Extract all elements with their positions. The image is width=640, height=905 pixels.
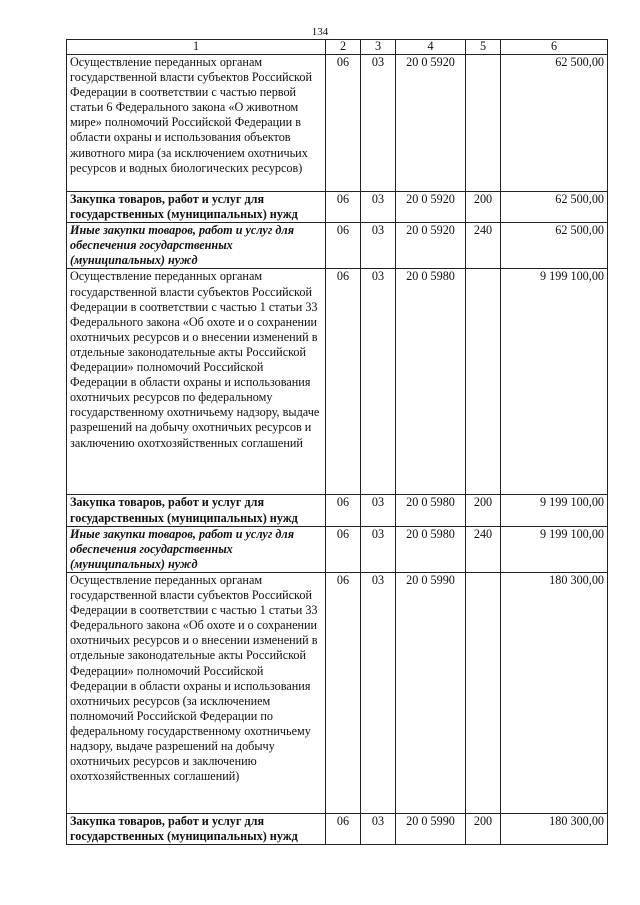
row-target-article: 20 0 5990 bbox=[396, 813, 466, 844]
row-name: Иные закупки товаров, работ и услуг для обеспечения государственных (муниципальных) нужд bbox=[67, 223, 326, 269]
row-expense-type bbox=[466, 572, 501, 813]
table-row bbox=[67, 572, 608, 813]
page-number: 134 bbox=[311, 26, 329, 38]
table-row bbox=[67, 223, 608, 269]
row-expense-type: 200 bbox=[466, 495, 501, 526]
row-expense-type: 240 bbox=[466, 526, 501, 572]
row-section: 06 bbox=[326, 192, 361, 223]
table-header-row bbox=[67, 40, 608, 55]
table-row bbox=[67, 55, 608, 192]
table-row bbox=[67, 192, 608, 223]
column-header: 4 bbox=[396, 40, 466, 55]
row-section: 06 bbox=[326, 269, 361, 495]
row-section: 06 bbox=[326, 813, 361, 844]
row-expense-type: 200 bbox=[466, 192, 501, 223]
row-name: Иные закупки товаров, работ и услуг для обеспечения государственных (муниципальных) нужд bbox=[67, 526, 326, 572]
row-name: Закупка товаров, работ и услуг для государственных (муниципальных) нужд bbox=[67, 192, 326, 223]
row-amount: 62 500,00 bbox=[501, 192, 608, 223]
row-name: Осуществление переданных органам государственной власти субъектов Российской Федерации в соответствии с частью 1 статьи 33 Федерального закона «Об охоте и о сохранении охотничьих ресурсов и о внесении изменений в отдельные законодательные акты Российской Федерации» полномочий Российской Федерации в области охраны и использования охотничьих ресурсов по федеральному государственному охотничьему надзору, выдаче разрешений на добычу охотничьих ресурсов и заключению охотхозяйственных соглашений bbox=[67, 269, 326, 495]
row-section: 06 bbox=[326, 572, 361, 813]
row-amount: 9 199 100,00 bbox=[501, 269, 608, 495]
table-row bbox=[67, 269, 608, 495]
row-target-article: 20 0 5990 bbox=[396, 572, 466, 813]
row-expense-type: 240 bbox=[466, 223, 501, 269]
row-subsection: 03 bbox=[361, 192, 396, 223]
row-target-article: 20 0 5980 bbox=[396, 495, 466, 526]
row-subsection: 03 bbox=[361, 495, 396, 526]
row-amount: 9 199 100,00 bbox=[501, 495, 608, 526]
row-target-article: 20 0 5920 bbox=[396, 55, 466, 192]
row-expense-type bbox=[466, 55, 501, 192]
row-subsection: 03 bbox=[361, 223, 396, 269]
row-target-article: 20 0 5980 bbox=[396, 269, 466, 495]
row-target-article: 20 0 5920 bbox=[396, 223, 466, 269]
row-amount: 180 300,00 bbox=[501, 813, 608, 844]
row-amount: 180 300,00 bbox=[501, 572, 608, 813]
column-header: 5 bbox=[466, 40, 501, 55]
row-subsection: 03 bbox=[361, 55, 396, 192]
column-header: 2 bbox=[326, 40, 361, 55]
row-amount: 62 500,00 bbox=[501, 55, 608, 192]
row-target-article: 20 0 5980 bbox=[396, 526, 466, 572]
column-header: 3 bbox=[361, 40, 396, 55]
table-row bbox=[67, 813, 608, 844]
row-expense-type bbox=[466, 269, 501, 495]
column-header: 1 bbox=[67, 40, 326, 55]
row-section: 06 bbox=[326, 223, 361, 269]
budget-table bbox=[66, 39, 608, 845]
table-row bbox=[67, 526, 608, 572]
row-subsection: 03 bbox=[361, 813, 396, 844]
row-name: Осуществление переданных органам государственной власти субъектов Российской Федерации в соответствии с частью 1 статьи 33 Федерального закона «Об охоте и о сохранении охотничьих ресурсов и о внесении изменений в отдельные законодательные акты Российской Федерации» полномочий Российской Федерации в области охраны и использования охотничьих ресурсов (за исключением полномочий Российской Федерации по федеральному государственному охотничьему надзору, выдаче разрешений на добычу охотничьих ресурсов и заключению охотхозяйственных соглашений) bbox=[67, 572, 326, 813]
row-amount: 9 199 100,00 bbox=[501, 526, 608, 572]
column-header: 6 bbox=[501, 40, 608, 55]
row-section: 06 bbox=[326, 55, 361, 192]
row-amount: 62 500,00 bbox=[501, 223, 608, 269]
table-row bbox=[67, 495, 608, 526]
row-name: Осуществление переданных органам государственной власти субъектов Российской Федерации в соответствии с частью первой статьи 6 Федерального закона «О животном мире» полномочий Российской Федерации в области охраны и использования объектов животного мира (за исключением охотничьих ресурсов и водных биологических ресурсов) bbox=[67, 55, 326, 192]
row-section: 06 bbox=[326, 495, 361, 526]
row-name: Закупка товаров, работ и услуг для государственных (муниципальных) нужд bbox=[67, 813, 326, 844]
row-expense-type: 200 bbox=[466, 813, 501, 844]
row-section: 06 bbox=[326, 526, 361, 572]
row-name: Закупка товаров, работ и услуг для государственных (муниципальных) нужд bbox=[67, 495, 326, 526]
row-subsection: 03 bbox=[361, 572, 396, 813]
row-target-article: 20 0 5920 bbox=[396, 192, 466, 223]
row-subsection: 03 bbox=[361, 269, 396, 495]
row-subsection: 03 bbox=[361, 526, 396, 572]
